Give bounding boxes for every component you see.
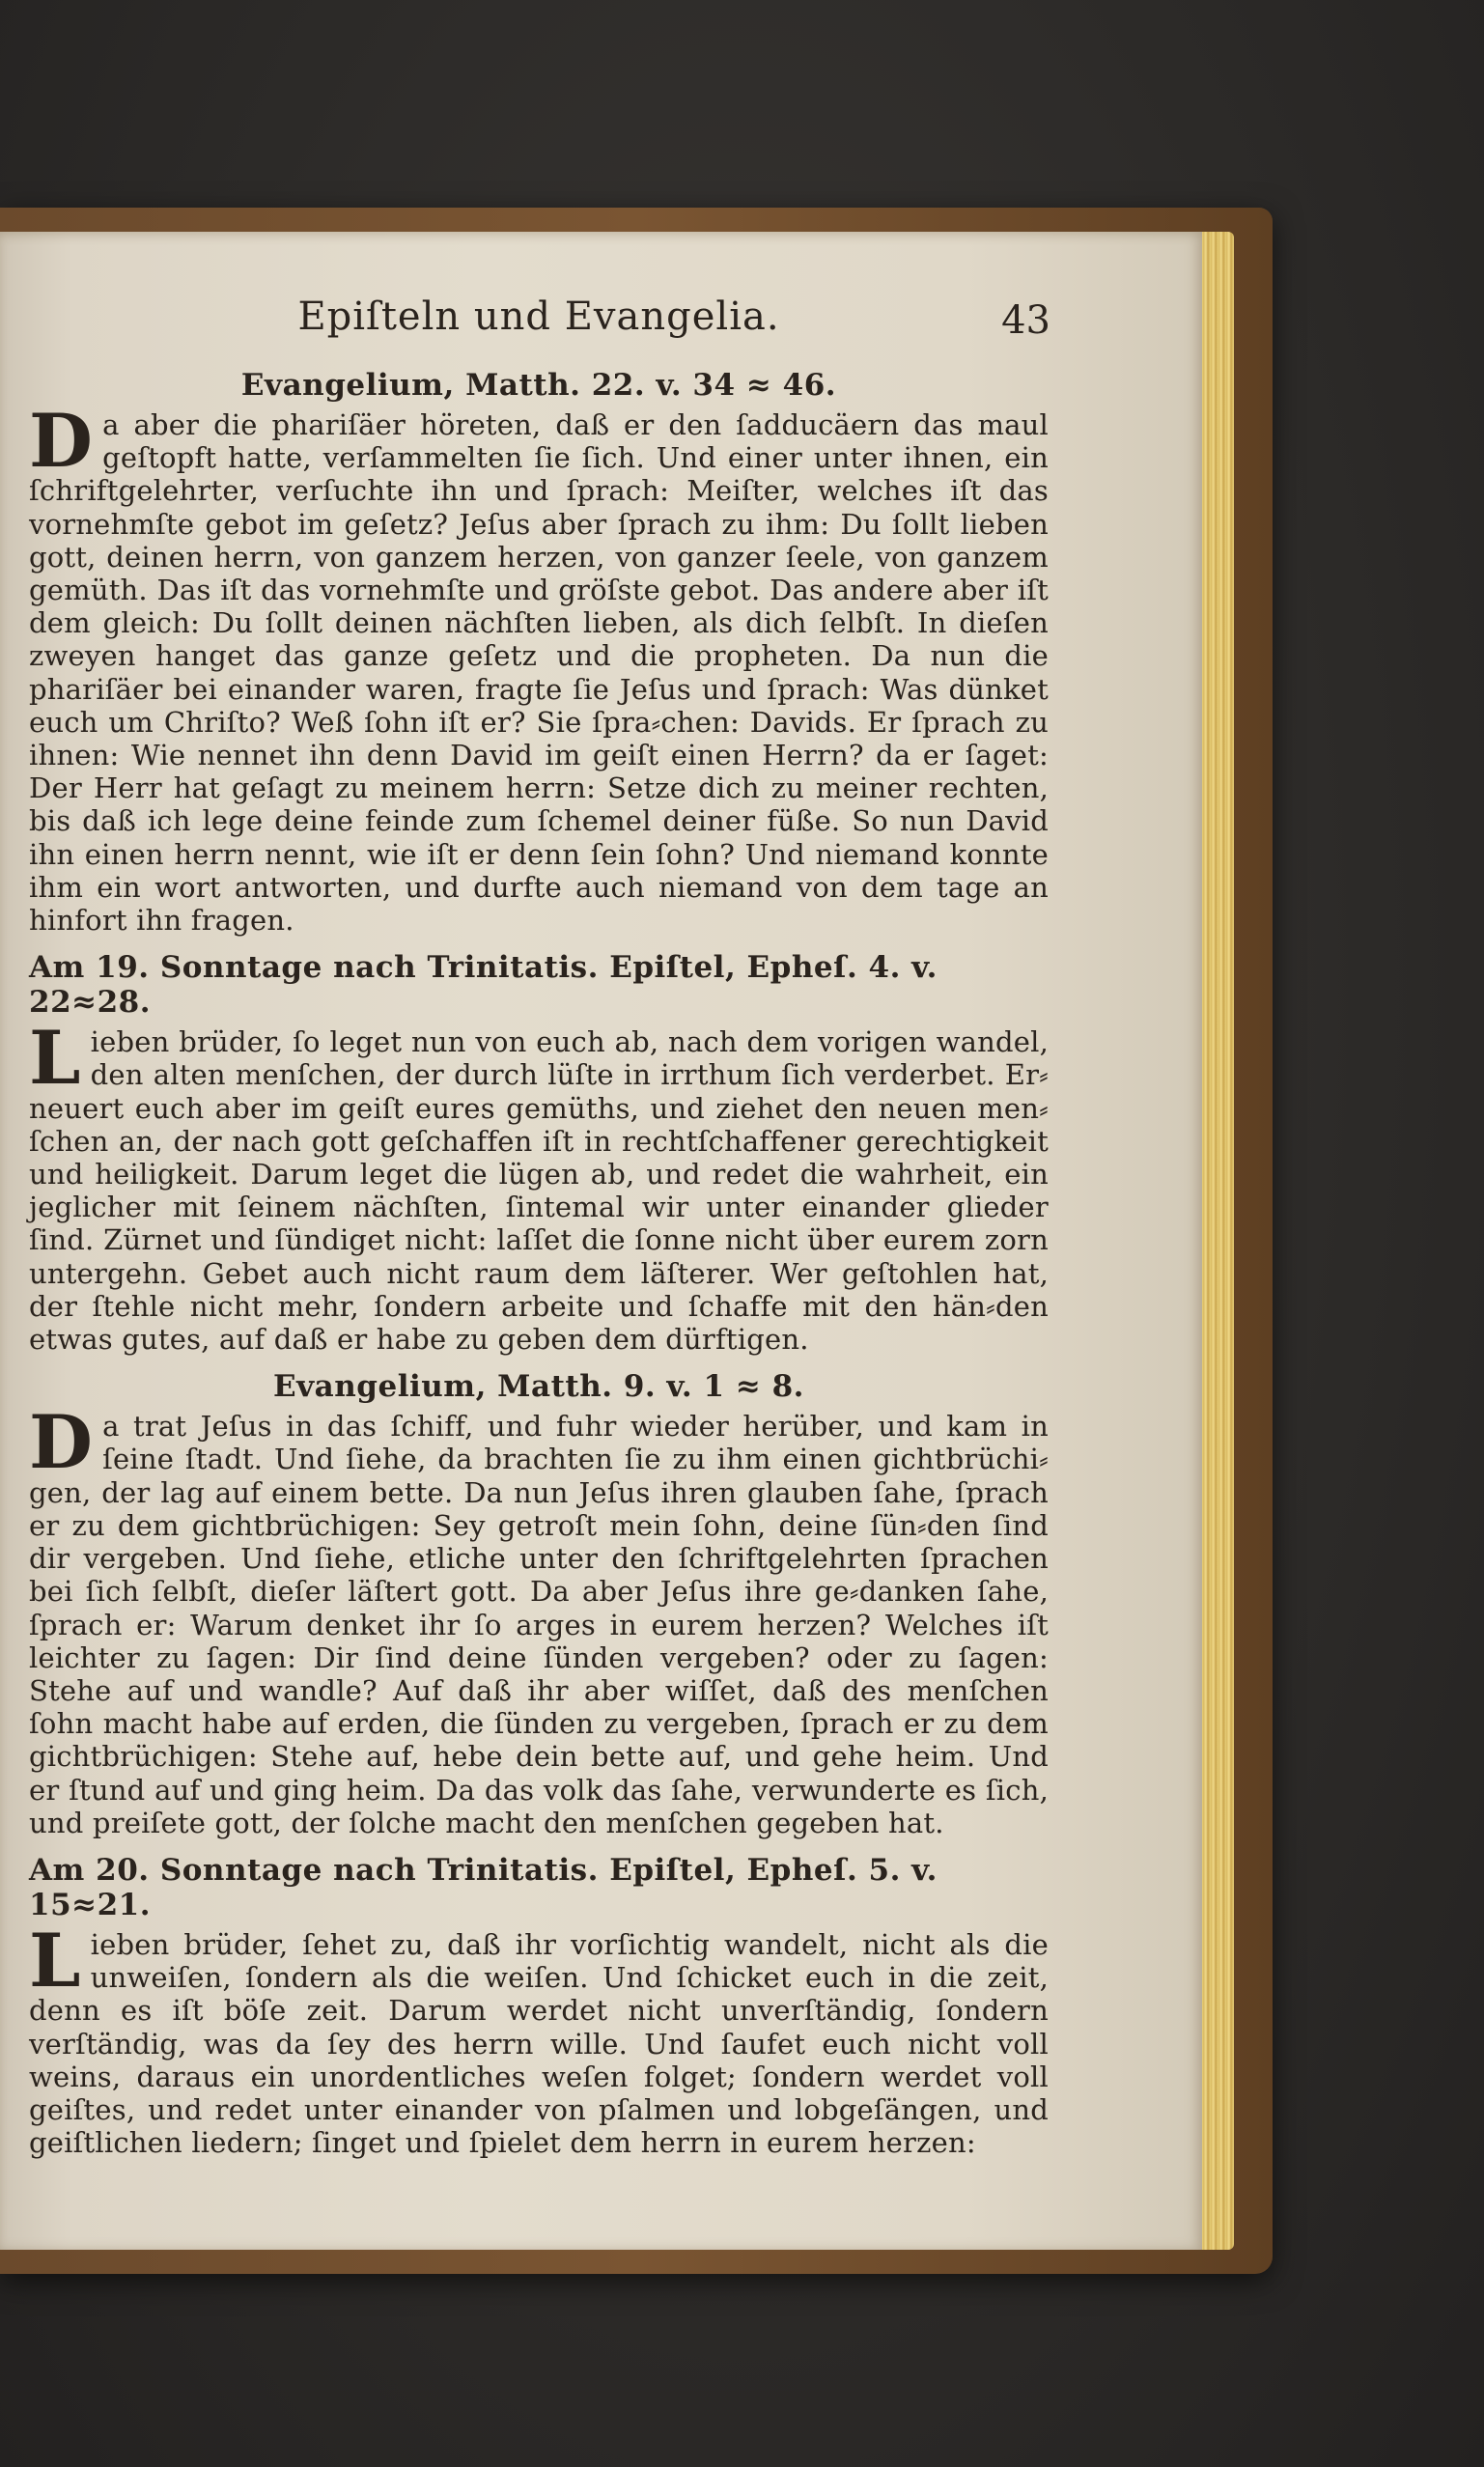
section-text — [29, 398, 1049, 938]
section-text — [29, 1917, 1049, 2160]
paragraph-text: a aber die phariſäer höreten, daß er den ſadducäern das maul geſtopft hatte, verſammelten ſie ſich. Und einer unter ihnen, ein ſchriftgelehrter, verſuchte ihn und ſprach: Meiſter, welches iſt das vornehmſte gebot im geſetz? Jeſus aber ſprach zu ihm: Du ſollt lieben gott, deinen herrn, von ganzem herzen, von ganzer ſeele, von ganzem gemüth. Das iſt das vornehmſte und gröſste gebot. Das andere aber iſt dem gleich: Du ſollt deinen nächſten lieben, als dich ſelbſt. In dieſen zweyen hanget das ganze geſetz und die propheten. Da nun die phariſäer bei einander waren, fragte ſie Jeſus und ſprach: Was dünket euch um Chriſto? Weß ſohn iſt er? Sie ſpra⸗chen: Davids. Er ſprach zu ihnen: Wie nennet ihn denn David im geiſt einen Herrn? da er ſaget: Der Herr hat geſagt zu meinem herrn: Setze dich zu meiner rechten, bis daß ich lege deine feinde zum ſchemel deiner füße. So nun David ihn einen herrn nennt, wie iſt er denn ſein ſohn? Und niemand konnte ihm ein wort antworten, und durfte auch niemand von dem tage an hinfort ihn fragen. — [29, 408, 1049, 938]
paragraph-text: a trat Jeſus in das ſchiff, und fuhr wieder herüber, und kam in ſeine ſtadt. Und ſiehe, da brachten ſie zu ihm einen gichtbrüchi⸗gen, der lag auf einem bette. Da nun Jeſus ihren glauben ſahe, ſprach er zu dem gichtbrüchigen: Sey getroſt mein ſohn, deine ſün⸗den ſind dir vergeben. Und ſiehe, etliche unter den ſchriftgelehrten ſprachen bei ſich ſelbſt, dieſer läſtert gott. Da aber Jeſus ihre ge⸗danken ſahe, ſprach er: Warum denket ihr ſo arges in eurem herzen? Welches iſt leichter zu ſagen: Dir ſind deine ſünden vergeben? oder zu ſagen: Stehe auf und wandle? Auf daß ihr aber wiſſet, daß des menſchen ſohn macht habe auf erden, die ſünden zu vergeben, ſprach er zu dem gichtbrüchigen: Stehe auf, hebe dein bette auf, und gehe heim. Und er ſtund auf und ging heim. Da das volk das ſahe, verwunderte es ſich, und preiſete gott, der ſolche macht den menſchen gegeben hat. — [29, 1410, 1049, 1839]
section-text — [29, 1015, 1049, 1357]
section-text — [29, 1399, 1049, 1839]
drop-cap: L — [29, 1917, 81, 2004]
paragraph-text: ieben brüder, ſo leget nun von euch ab, nach dem vorigen wandel, den alten menſchen, der durch lüſte in irrthum ſich verderbet. Er⸗neuert euch aber im geiſt eures gemüths, und ziehet den neuen men⸗ſchen an, der nach gott geſchaffen iſt in rechtſchaffener gerechtigkeit und heiligkeit. Darum leget die lügen ab, und redet die wahrheit, ein jeglicher mit ſeinem nächſten, ſintemal wir unter einander glieder ſind. Zürnet und ſündiget nicht: laſſet die ſonne nicht über eurem zorn untergehn. Gebet auch nicht raum dem läſterer. Wer geſtohlen hat, der ſtehle nicht mehr, ſondern arbeite und ſchaffe mit den hän⸗den etwas gutes, auf daß er habe zu geben dem dürftigen. — [29, 1025, 1049, 1357]
drop-cap: L — [29, 1015, 81, 1102]
running-head — [29, 294, 1049, 349]
running-title: Epiſteln und Evangelia. — [297, 294, 780, 339]
section-heading: Evangelium, Matth. 9. v. 1 ≈ 8. — [273, 1369, 804, 1405]
section-heading: Evangelium, Matth. 22. v. 34 ≈ 46. — [240, 368, 837, 403]
paragraph-text: ieben brüder, ſehet zu, daß ihr vorſichtig wandelt, nicht als die unweiſen, ſondern als die weiſen. Und ſchicket euch in die zeit, denn es iſt böſe zeit. Darum werdet nicht unverſtändig, ſondern verſtändig, was da ſey des herrn wille. Und ſaufet euch nicht voll weins, daraus ein unordentliches weſen folget; ſondern werdet voll geiſtes, und redet unter einander von pſalmen und lobgeſängen, und geiſtlichen liedern; ſinget und ſpielet dem herrn in eurem herzen: — [29, 1927, 1049, 2160]
section-heading: Am 20. Sonntage nach Trinitatis. Epiſtel, Epheſ. 5. v. 15≈21. — [29, 1852, 938, 1922]
section-heading: Am 19. Sonntage nach Trinitatis. Epiſtel, Epheſ. 4. v. 22≈28. — [29, 950, 938, 1021]
page-content — [29, 294, 1049, 2165]
page-number: 43 — [1001, 298, 1050, 343]
drop-cap: D — [29, 398, 94, 484]
drop-cap: D — [29, 1399, 94, 1486]
